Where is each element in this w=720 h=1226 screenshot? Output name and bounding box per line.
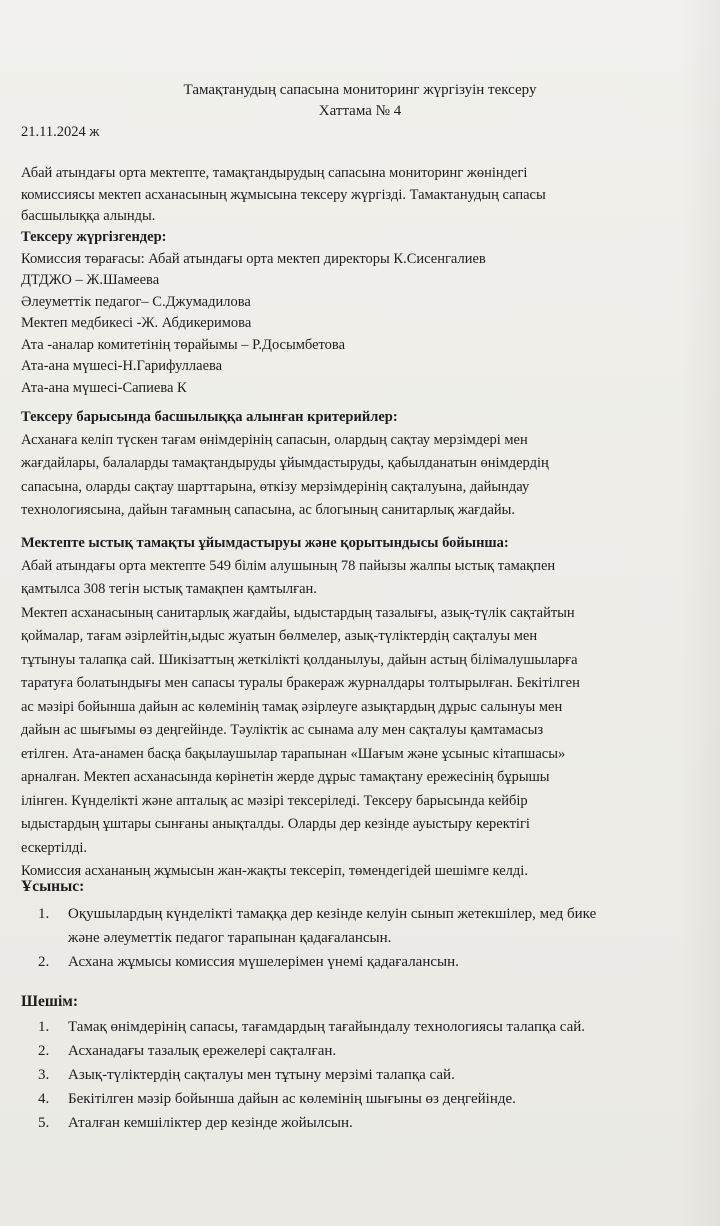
list-text: Тамақ өнімдерінің сапасы, тағамдардың тағайындалу технологиясы талапқа сай. (68, 1019, 586, 1035)
list-text: Бекітілген мәзір бойынша дайын ас көлемінің шығыны өз деңгейінде. (68, 1091, 516, 1107)
inspector-item: Ата-ана мүшесі-Сапиева К (21, 379, 187, 396)
findings-line: қамтылса 308 тегін ыстық тамақпен қамтылған. (21, 581, 317, 597)
intro-line: комиссиясы мектеп асханасының жұмысына тексеру жүргізді. Тамактанудың сапасы (21, 186, 546, 203)
list-text: Аталған кемшіліктер дер кезінде жойылсын. (68, 1115, 353, 1131)
list-item-continuation: және әлеуметтік педагог тарапынан қадағалансын. (68, 930, 392, 946)
inspector-item: Әлеуметтік педагог– С.Джумадилова (21, 293, 251, 310)
findings-line: Мектеп асханасының санитарлық жағдайы, ыдыстардың тазалығы, азық-түлік сақтайтын (21, 604, 575, 621)
findings-line: дайын ас шығымы өз деңгейінде. Тәуліктік ас сынама алу мен сақталуы қамтамасыз (21, 722, 544, 738)
findings-line: ыдыстардың ұштары сынғаны анықталды. Оларды дер кезінде ауыстыру керектігі (21, 816, 530, 832)
list-text: Асханадағы тазалық ережелері сақталған. (68, 1043, 337, 1059)
criteria-line: технологиясына, дайын тағамның сапасына, ас блогының санитарлық жағдайы. (21, 502, 516, 518)
inspectors-section (21, 227, 701, 399)
inspector-item: Мектеп медбикесі -Ж. Абдикеримова (21, 315, 252, 331)
findings-line: ілінген. Күнделікті және апталық ас мәзірі тексеріледі. Тексеру барысында кейбір (21, 792, 528, 809)
inspector-item: Ата-ана мүшесі-Н.Гарифуллаева (21, 358, 223, 374)
list-item (38, 1111, 708, 1135)
criteria-section (21, 407, 701, 523)
findings-line: тұтынуы талапқа сай. Шикізаттың жеткілікті қолданылуы, дайын астың білімалушыларға (21, 651, 578, 668)
list-text: Асхана жұмысы комиссия мүшелерімен үнемі қадағалансын. (68, 954, 459, 970)
list-item (38, 902, 708, 926)
intro-line: басшылыққа алынды. (21, 208, 156, 224)
list-number: 2. (38, 954, 50, 970)
protocol-number: Хаттама № 4 (318, 103, 402, 119)
intro-line: Абай атындағы орта мектепте, тамақтандырудың сапасына мониторинг жөніндегі (21, 165, 528, 181)
list-item (38, 950, 708, 974)
list-text: Азық-түліктердің сақталуы мен тұтыну мерзімі талапқа сай. (68, 1067, 455, 1083)
findings-line: қоймалар, тағам әзірлейтін,ыдыс жуатын бөлмелер, азық-түліктердің сақталуы мен (21, 628, 538, 644)
suggestion-heading: Ұсыныс: (21, 878, 85, 895)
list-item (38, 1039, 708, 1063)
findings-heading: Мектепте ыстық тамақты ұйымдастыруы және қорытындысы бойынша: (21, 535, 509, 551)
criteria-line: Асханаға келіп түскен тағам өнімдерінің сапасын, олардың сақтау мерзімдері мен (21, 431, 528, 448)
findings-line: ескертілді. (21, 839, 88, 856)
list-item (38, 1087, 708, 1111)
intro-paragraph (21, 163, 701, 228)
findings-line: етілген. Ата-анамен басқа бақылаушылар тарапынан «Шағым және ұсыныс кітапшасы» (21, 745, 566, 762)
list-number: 2. (38, 1043, 50, 1059)
decision-list (38, 1015, 708, 1135)
decision-heading-block (21, 991, 701, 1013)
list-number: 4. (38, 1091, 50, 1107)
list-number: 3. (38, 1067, 50, 1083)
list-number: 5. (38, 1115, 50, 1131)
criteria-line: жағдайлары, балаларды тамақтандыруды ұйымдастыруды, қабылданатын өнімдердің (21, 455, 549, 471)
criteria-line: сапасына, оларды сақтау шарттарына, өткізу мерзімдерінің сақталуына, дайындау (21, 478, 530, 495)
findings-line: арналған. Мектеп асханасында көрінетін жерде дұрыс тамақтану ережесінің бұрышы (21, 769, 550, 785)
findings-section (21, 533, 701, 884)
inspector-item: ДТДЖО – Ж.Шамеева (21, 272, 160, 288)
suggestion-heading-block (21, 876, 701, 898)
list-text: Оқушылардың күнделікті тамаққа дер кезінде келуін сынып жетекшілер, мед бике (68, 906, 597, 922)
list-item (38, 1015, 708, 1039)
document-date: 21.11.2024 ж (21, 124, 100, 140)
document-title: Тамақтанудың сапасына мониторинг жүргізуін тексеру (183, 82, 537, 98)
list-item (38, 1063, 708, 1087)
criteria-heading: Тексеру барысында басшылыққа алынған критерийлер: (21, 409, 398, 425)
findings-line: ас мәзірі бойынша дайын ас көлемінің тамақ әзірлеуге азықтардың дұрыс салынуы мен (21, 698, 563, 715)
findings-line: таратуға болатындығы мен сапасы туралы бракераж журналдары толтырылған. Бекітілген (21, 675, 580, 691)
suggestion-list (38, 902, 708, 974)
list-number: 1. (38, 1019, 50, 1035)
list-number: 1. (38, 906, 50, 922)
decision-heading: Шешім: (21, 993, 79, 1010)
inspector-item: Ата -аналар комитетінің төрайымы – Р.Досымбетова (21, 336, 346, 353)
findings-line: Абай атындағы орта мектепте 549 білім алушының 78 пайызы жалпы ыстық тамақпен (21, 557, 556, 574)
inspectors-heading: Тексеру жүргізгендер: (21, 229, 167, 245)
inspector-item: Комиссия төрағасы: Абай атындағы орта мектеп директоры К.Сисенгалиев (21, 250, 486, 267)
findings-line: Комиссия асхананың жұмысын жан-жақты тексеріп, төмендегідей шешімге келді. (21, 863, 528, 879)
